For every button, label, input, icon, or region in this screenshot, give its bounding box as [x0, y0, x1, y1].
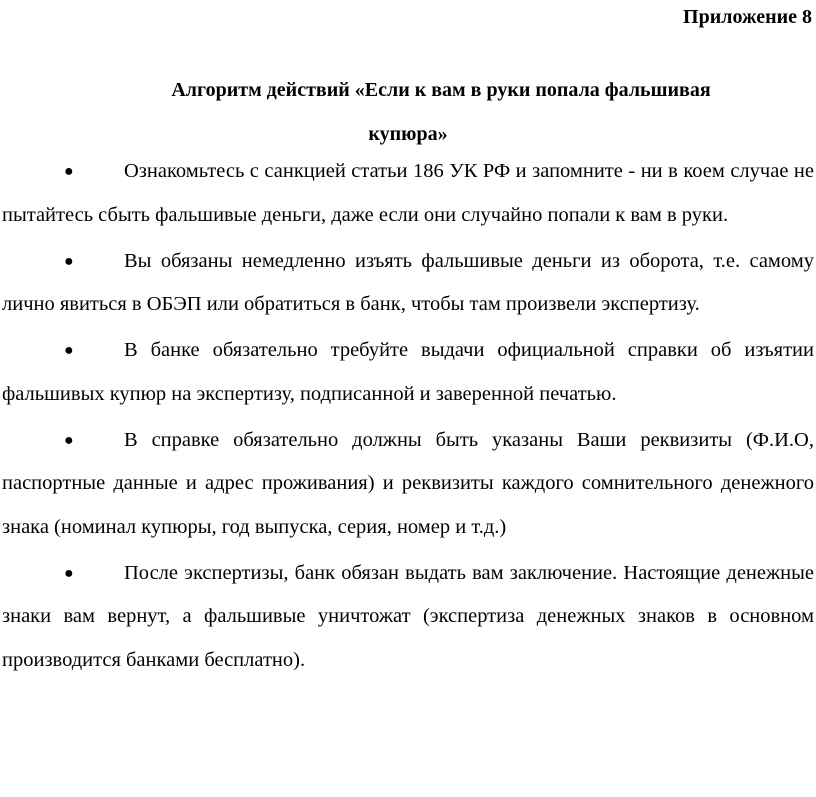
- bullet-icon: ●: [64, 564, 74, 582]
- bullet-list: [2, 150, 814, 685]
- bullet-icon: ●: [64, 163, 74, 180]
- appendix-label: Приложение 8: [683, 6, 812, 28]
- document-title-line-1: Алгоритм действий «Если к вам в руки попала фальшивая: [171, 79, 711, 101]
- list-item-text: В банке обязательно требуйте выдачи официальной справки об изъятии фальшивых купюр на экспертизу, подписанной и заверенной печатью.: [2, 339, 814, 405]
- list-item-text: В справке обязательно должны быть указаны Ваши реквизиты (Ф.И.О, паспортные данные и адрес проживания) и реквизиты каждого сомнительного денежного знака (номинал купюры, год выпуска, серия, номер и т.д.): [2, 428, 814, 538]
- list-item: [2, 150, 814, 237]
- document-title: [0, 68, 812, 156]
- bullet-icon: ●: [64, 252, 74, 270]
- list-item: [2, 419, 814, 550]
- bullet-icon: ●: [64, 431, 74, 449]
- list-item-text: Ознакомьтесь с санкцией статьи 186 УК РФ и запомните - ни в коем случае не пытайтесь сбыть фальшивые деньги, даже если они случайно попали к вам в руки.: [2, 160, 814, 226]
- list-item: [2, 329, 814, 416]
- list-item-text: После экспертизы, банк обязан выдать вам заключение. Настоящие денежные знаки вам вернут, а фальшивые уничтожат (экспертиза денежных знаков в основном производится банками бесплатно).: [2, 561, 814, 671]
- document-title-line-2: купюра»: [368, 123, 448, 145]
- bullet-icon: ●: [64, 342, 74, 359]
- list-item-text: Вы обязаны немедленно изъять фальшивые деньги из оборота, т.е. самому лично явиться в ОБЭП или обратиться в банк, чтобы там произвели экспертизу.: [2, 249, 814, 315]
- list-item: [2, 552, 814, 683]
- list-item: [2, 240, 814, 327]
